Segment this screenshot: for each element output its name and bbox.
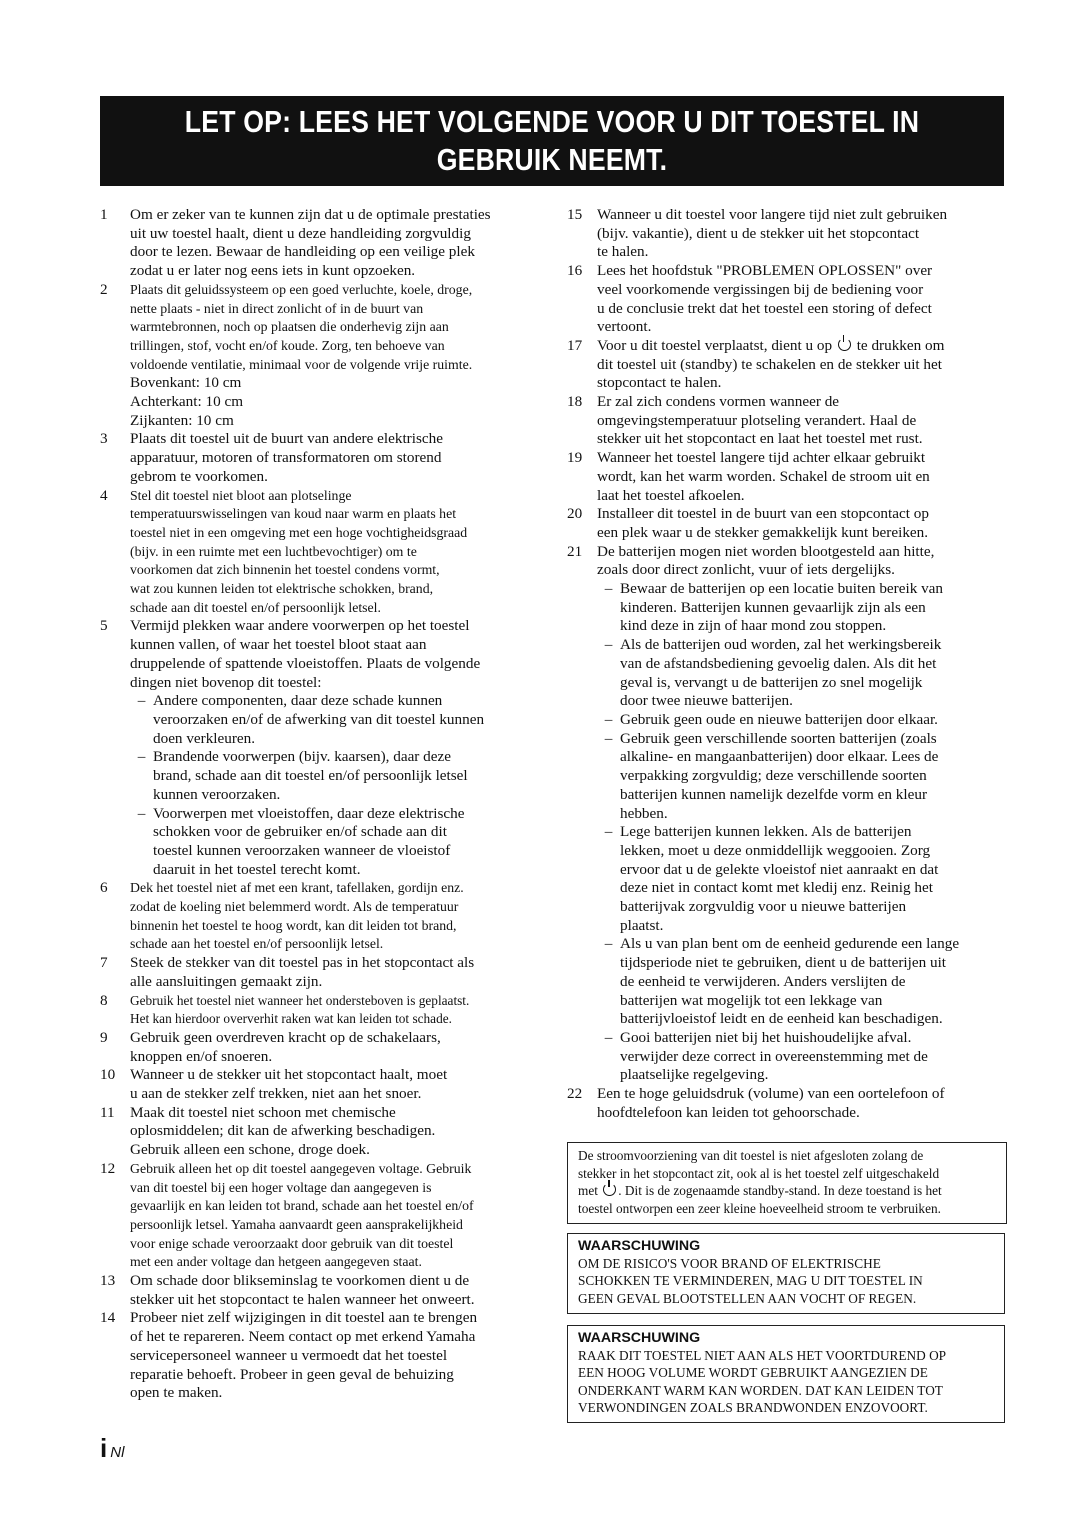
item-text-line: geval is, vervangt u de batterijen zo snel mogelijk: [620, 673, 923, 691]
item-text-line: zodat u er later nog eens iets in kunt opzoeken.: [130, 262, 416, 280]
item-text-line: stopcontact te halen.: [597, 374, 722, 392]
item-text-line: brand, schade aan dit toestel en/of persoonlijk letsel: [153, 767, 468, 785]
item-text-line: Een te hoge geluidsdruk (volume) van een oortelefoon of: [597, 1085, 945, 1103]
item-text-line: De batterijen mogen niet worden blootgesteld aan hitte,: [597, 542, 935, 560]
item-number: 8: [100, 991, 108, 1009]
item-text-line: apparatuur, motoren of transformatoren om storend: [130, 449, 442, 467]
list-item: [100, 1272, 538, 1309]
item-text-line: (bijv. in een ruimte met een luchtbevochtiger) om te: [130, 543, 417, 559]
item-text: [130, 487, 538, 618]
item-text-line: toestel kunnen veroorzaken wanneer de vloeistof: [153, 841, 451, 859]
item-text-line: Gebruik geen oude en nieuwe batterijen door elkaar.: [620, 710, 938, 728]
item-text-line: Wanneer het toestel langere tijd achter elkaar gebruikt: [597, 449, 926, 467]
warning-line: GEEN GEVAL BLOOTSTELLEN AAN VOCHT OF REGEN.: [578, 1290, 917, 1306]
warning-line: ONDERKANT WARM KAN WORDEN. DAT KAN LEIDEN TOT: [578, 1382, 943, 1398]
sub-item-text: [620, 1029, 1005, 1085]
item-text-line: (bijv. vakantie), dient u de stekker uit het stopcontact: [597, 224, 920, 242]
item-text-line: uit uw toestel haalt, dient u deze handleiding zorgvuldig: [130, 224, 471, 242]
item-text-line: hoofdtelefoon kan leiden tot gehoorschade.: [597, 1103, 860, 1121]
item-text: [130, 1066, 538, 1103]
sub-item-text: [620, 636, 1005, 711]
list-item: [100, 430, 538, 486]
item-text-line: Bovenkant: 10 cm: [130, 374, 242, 392]
item-text: [597, 206, 1005, 262]
standby-note-box: [567, 1142, 1007, 1224]
item-number: 6: [100, 879, 108, 897]
page-title-banner: [100, 96, 1004, 186]
warning-line: EEN HOOG VOLUME WORDT GEBRUIKT AANGEZIEN DE: [578, 1365, 928, 1381]
item-number: 13: [100, 1272, 116, 1290]
item-text-line: Andere componenten, daar deze schade kunnen: [153, 692, 443, 710]
item-text-segment: te drukken om: [856, 336, 945, 354]
item-text-line: nette plaats - niet in direct zonlicht of in de buurt van: [130, 300, 424, 316]
item-text-line: Installeer dit toestel in de buurt van een stopcontact op: [597, 505, 929, 523]
sub-item-text: [153, 692, 538, 748]
warning-line: SCHOKKEN TE VERMINDEREN, MAG U DIT TOESTEL IN: [578, 1273, 923, 1289]
list-item: [100, 1029, 538, 1066]
item-text-line: van de afstandsbediening gevoelig dalen. Als dit het: [620, 654, 937, 672]
warning-heading: WAARSCHUWING: [578, 1330, 701, 1346]
item-text-line: verwijder deze correct in overeenstemming met de: [620, 1047, 928, 1065]
item-text-line: binnenin het toestel te hoog wordt, kan dit leiden tot brand,: [130, 917, 457, 933]
item-number: 7: [100, 954, 108, 972]
standby-note-line: [578, 1182, 998, 1200]
list-item: [100, 1160, 538, 1272]
item-text-line: gebrom te voorkomen.: [130, 467, 268, 485]
sub-list-item: [130, 692, 538, 748]
item-text-line: voorkomen dat zich binnenin het toestel condens vormt,: [130, 562, 440, 578]
title-line-1: LET OP: LEES HET VOLGENDE VOOR U DIT TOESTEL IN: [184, 104, 920, 139]
item-number: 12: [100, 1159, 116, 1177]
item-number: 14: [100, 1309, 116, 1327]
item-text-line: dit toestel uit (standby) te schakelen en de stekker uit het: [597, 355, 942, 373]
dash-bullet: –: [604, 710, 613, 728]
warning-line: VERWONDINGEN ZOALS BRANDWONDEN ENZOVOORT.: [578, 1399, 928, 1415]
item-text: [597, 1085, 1005, 1122]
item-text-line: Plaats dit geluidssysteem op een goed verluchte, koele, droge,: [130, 281, 473, 297]
item-text-line: temperatuurswisselingen van koud naar warm en plaats het: [130, 506, 457, 522]
warning-box-moisture: [567, 1233, 1005, 1314]
item-text-line: Gebruik het toestel niet wanneer het ondersteboven is geplaatst.: [130, 992, 470, 1008]
item-text: [130, 1309, 538, 1403]
item-text-line: Om er zeker van te kunnen zijn dat u de optimale prestaties: [130, 206, 491, 223]
standby-note-text: . Dit is de zogenaamde standby-stand. In deze toestand is het: [618, 1183, 942, 1199]
warning-line: RAAK DIT TOESTEL NIET AAN ALS HET VOORTDUREND OP: [578, 1348, 947, 1363]
item-text-line: met een ander voltage dan hetgeen aangegeven staat.: [130, 1254, 422, 1270]
sub-list-item: [597, 935, 1005, 1029]
sub-item-text: [153, 805, 538, 880]
item-text-line: toestel niet in een omgeving met een hoge vochtigheidsgraad: [130, 524, 468, 540]
item-text-line: van dit toestel bij een hoger voltage dan aangegeven is: [130, 1179, 432, 1195]
right-column: [567, 206, 1005, 1122]
item-text-line: schade aan dit toestel en/of persoonlijk letsel.: [130, 599, 381, 615]
item-text-line: batterijvloeistof leidt en de eenheid kan beschadigen.: [620, 1010, 943, 1028]
item-text-line: Het kan hierdoor oververhit raken wat kan leiden tot schade.: [130, 1011, 452, 1027]
left-column: [100, 206, 538, 1403]
item-text: [130, 879, 538, 954]
item-text-line: trillingen, stof, vocht en/of koude. Zorg, ten behoeve van: [130, 337, 445, 353]
item-text: [597, 262, 1005, 337]
list-item: [100, 1309, 538, 1403]
item-text-line: Plaats dit toestel uit de buurt van andere elektrische: [130, 430, 443, 448]
item-text-line: stekker uit het stopcontact en laat het toestel met rust.: [597, 430, 923, 448]
page-footer: [100, 1433, 124, 1464]
item-text-line: daaruit in het toestel terecht komt.: [153, 860, 361, 878]
dash-bullet: –: [137, 804, 146, 822]
item-number: 21: [567, 542, 583, 560]
item-text: [130, 1029, 538, 1066]
sub-list-item: [597, 636, 1005, 711]
item-text-line: druppelende of spattende vloeistoffen. Plaats de volgende: [130, 654, 481, 672]
item-text-line: Gooi batterijen niet bij het huishoudelijke afval.: [620, 1028, 912, 1046]
item-text: [597, 505, 1005, 542]
warning-heading: WAARSCHUWING: [578, 1238, 701, 1254]
item-text-line: warmtebronnen, noch op plaatsen die onderhevig zijn aan: [130, 319, 449, 335]
item-text-line: kinderen. Batterijen kunnen gevaarlijk zijn als een: [620, 598, 926, 616]
item-text-line: Zijkanten: 10 cm: [130, 411, 234, 429]
standby-note-line: toestel ontworpen een zeer kleine hoeveelheid stroom te verbruiken.: [578, 1200, 941, 1216]
item-number: 2: [100, 280, 108, 298]
item-text-line: Om schade door blikseminslag te voorkomen dient u de: [130, 1272, 470, 1290]
list-item: [567, 206, 1005, 262]
power-icon: [838, 338, 851, 351]
item-number: 22: [567, 1085, 583, 1103]
sub-list-item: [597, 1029, 1005, 1085]
item-text-line: Als u van plan bent om de eenheid gedurende een lange: [620, 935, 960, 953]
item-text-line: Wanneer u dit toestel voor langere tijd niet zult gebruiken: [597, 206, 948, 223]
item-text-line: Gebruik alleen een schone, droge doek.: [130, 1141, 370, 1159]
sub-item-text: [620, 711, 1005, 730]
sub-item-text: [620, 823, 1005, 935]
item-number: 3: [100, 430, 108, 448]
item-text: [597, 393, 1005, 449]
item-text-line: Gebruik geen overdreven kracht op de schakelaars,: [130, 1028, 441, 1046]
list-item: [100, 879, 538, 954]
item-text-line: batterijen kunnen namelijk dezelfde vorm en kleur: [620, 785, 928, 803]
item-text-line: deze niet in contact komt met kledij enz. Reinig het: [620, 879, 933, 897]
item-text-line: batterijvak zorgvuldig voor u nieuwe batterijen: [620, 898, 907, 916]
item-text-line: Achterkant: 10 cm: [130, 393, 244, 411]
item-text-line: door twee nieuwe batterijen.: [620, 692, 793, 710]
standby-note-text: met: [578, 1183, 598, 1199]
dash-bullet: –: [604, 935, 613, 953]
item-text-line: tijdsperiode niet te gebruiken, dient u de batterijen uit: [620, 954, 947, 972]
dash-bullet: –: [604, 636, 613, 654]
item-text-line: plaatst.: [620, 916, 664, 934]
item-text-line: Probeer niet zelf wijzigingen in dit toestel aan te brengen: [130, 1309, 478, 1327]
item-number: 20: [567, 505, 583, 523]
item-text: [130, 954, 538, 991]
item-text-line: Voorwerpen met vloeistoffen, daar deze elektrische: [153, 804, 465, 822]
sub-item-text: [620, 935, 1005, 1029]
list-item: [567, 449, 1005, 505]
sub-item-text: [620, 580, 1005, 636]
item-text-line: vertoont.: [597, 318, 652, 336]
list-item: [567, 505, 1005, 542]
item-text-line: veroorzaken en/of de afwerking van dit toestel kunnen: [153, 710, 485, 728]
item-text-line: Lege batterijen kunnen lekken. Als de batterijen: [620, 823, 912, 841]
dash-bullet: –: [604, 823, 613, 841]
standby-note-line: stekker in het stopcontact zit, ook al is het toestel zelf uitgeschakeld: [578, 1165, 940, 1181]
dash-bullet: –: [137, 748, 146, 766]
item-number: 4: [100, 486, 108, 504]
title-line-2: GEBRUIK NEEMT.: [436, 142, 668, 177]
item-text-line: wat zou kunnen leiden tot elektrische schokken, brand,: [130, 581, 434, 597]
item-text: [130, 617, 538, 879]
list-item: [100, 992, 538, 1029]
dash-bullet: –: [604, 1028, 613, 1046]
item-text-line: alkaline- en mangaanbatterijen) door elkaar. Lees de: [620, 748, 939, 766]
item-text-line: schade aan het toestel en/of persoonlijk letsel.: [130, 936, 384, 952]
item-text-line: zodat de koeling niet belemmerd wordt. Als de temperatuur: [130, 899, 459, 915]
item-text: [130, 206, 538, 281]
item-text-line: doen verkleuren.: [153, 729, 256, 747]
sub-list-item: [597, 823, 1005, 935]
item-text-line: oplosmiddelen; dit kan de afwerking beschadigen.: [130, 1122, 436, 1140]
sub-list-item: [597, 730, 1005, 824]
standby-note-line: De stroomvoorziening van dit toestel is niet afgesloten zolang de: [578, 1148, 924, 1163]
list-item: [567, 393, 1005, 449]
item-text-line: schokken voor de gebruiker en/of schade aan dit: [153, 823, 447, 841]
list-item: [567, 262, 1005, 337]
item-text: [130, 992, 538, 1029]
item-text-line: Als de batterijen oud worden, zal het werkingsbereik: [620, 636, 942, 654]
item-text-line: verpakking zorgvuldig; deze verschillende soorten: [620, 767, 927, 785]
item-text-line: batterijen wat mogelijk tot een lekkage van: [620, 991, 883, 1009]
item-text: [597, 337, 1005, 393]
item-text-line: of het te repareren. Neem contact op met erkend Yamaha: [130, 1328, 476, 1346]
item-text-line: Gebruik geen verschillende soorten batterijen (zoals: [620, 729, 937, 747]
item-text-line: door te lezen. Bewaar de handleiding op een veilige plek: [130, 243, 475, 261]
item-text-line: hebben.: [620, 804, 668, 822]
item-number: 19: [567, 449, 583, 467]
item-text-line: ervoor dat u de gelekte vloeistof niet aanraakt en dat: [620, 860, 939, 878]
list-item: [567, 543, 1005, 1085]
dash-bullet: –: [604, 580, 613, 598]
list-item: [100, 281, 538, 431]
item-text-line: Brandende voorwerpen (bijv. kaarsen), daar deze: [153, 748, 451, 766]
item-text-line: dingen niet bovenop dit toestel:: [130, 673, 322, 691]
sub-item-text: [153, 748, 538, 804]
item-text: [130, 430, 538, 486]
list-item: [567, 1085, 1005, 1122]
item-text: [130, 1160, 538, 1272]
list-item: [100, 487, 538, 618]
item-text-line: voldoende ventilatie, minimaal voor de volgende vrije ruimte.: [130, 356, 473, 372]
item-text-line: Maak dit toestel niet schoon met chemische: [130, 1103, 396, 1121]
item-text-line: [597, 337, 1005, 356]
item-text-line: u aan de stekker zelf trekken, niet aan het snoer.: [130, 1085, 422, 1103]
item-text-line: laat het toestel afkoelen.: [597, 486, 745, 504]
item-number: 18: [567, 393, 583, 411]
item-text-line: Stel dit toestel niet bloot aan plotselinge: [130, 487, 352, 503]
sub-list-item: [130, 805, 538, 880]
item-number: 5: [100, 617, 108, 635]
item-text-segment: Voor u dit toestel verplaatst, dient u op: [597, 336, 833, 354]
item-text-line: kunnen veroorzaken.: [153, 785, 281, 803]
item-text-line: knoppen en/of snoeren.: [130, 1047, 273, 1065]
item-text-line: veel voorkomende vergissingen bij de bediening voor: [597, 280, 924, 298]
item-text: [597, 543, 1005, 1085]
item-text-line: Bewaar de batterijen op een locatie buiten bereik van: [620, 580, 944, 598]
item-number: 1: [100, 206, 108, 223]
item-number: 10: [100, 1066, 116, 1084]
item-text-line: Er zal zich condens vormen wanneer de: [597, 393, 840, 411]
item-text-line: Steek de stekker van dit toestel pas in het stopcontact als: [130, 954, 475, 972]
item-text-line: alle aansluitingen gemaakt zijn.: [130, 972, 323, 990]
item-text-line: open te maken.: [130, 1384, 223, 1402]
item-text-line: plaatselijke regelgeving.: [620, 1066, 769, 1084]
item-number: 15: [567, 206, 583, 223]
item-text-line: Lees het hoofdstuk "PROBLEMEN OPLOSSEN" over: [597, 262, 933, 280]
sub-list-item: [130, 748, 538, 804]
list-item: [100, 617, 538, 879]
sub-list-item: [597, 711, 1005, 730]
list-item: [100, 1066, 538, 1103]
page-number: i: [100, 1433, 108, 1463]
item-text-line: Dek het toestel niet af met een krant, tafellaken, gordijn enz.: [130, 880, 464, 896]
item-number: 17: [567, 336, 583, 354]
item-text-line: kind deze in zijn of haar mond zou stoppen.: [620, 617, 887, 635]
item-text-line: voor enige schade veroorzaakt door gebruik van dit toestel: [130, 1235, 454, 1251]
list-item: [100, 954, 538, 991]
dash-bullet: –: [604, 729, 613, 747]
language-code: Nl: [110, 1444, 125, 1461]
item-text-line: Gebruik alleen het op dit toestel aangegeven voltage. Gebruik: [130, 1160, 472, 1176]
item-text-line: een plek waar u de stekker gemakkelijk kunt bereiken.: [597, 523, 929, 541]
item-number: 16: [567, 262, 583, 280]
item-text-line: Wanneer u de stekker uit het stopcontact haalt, moet: [130, 1066, 448, 1084]
item-text-line: reparatie behoeft. Probeer in geen geval de behuizing: [130, 1365, 454, 1383]
item-text-line: wordt, kan het warm worden. Schakel de stroom uit en: [597, 467, 930, 485]
item-text: [130, 1272, 538, 1309]
warning-box-heat: [567, 1325, 1005, 1423]
item-text-line: persoonlijk letsel. Yamaha aanvaardt geen aansprakelijkheid: [130, 1216, 463, 1232]
item-text-line: gevaarlijk en kan leiden tot brand, schade aan het toestel en/of: [130, 1198, 474, 1214]
item-text: [130, 1104, 538, 1160]
item-text-line: de eenheid te verwijderen. Anders verslijten de: [620, 972, 906, 990]
item-text-line: Vermijd plekken waar andere voorwerpen op het toestel: [130, 617, 470, 635]
item-text-line: kunnen vallen, of waar het toestel bloot staat aan: [130, 636, 427, 654]
dash-bullet: –: [137, 692, 146, 710]
item-text-line: omgevingstemperatuur plotseling verandert. Haal de: [597, 411, 917, 429]
item-text-line: stekker uit het stopcontact te halen wanneer het onweert.: [130, 1290, 475, 1308]
item-text: [130, 281, 538, 431]
item-text-line: u de conclusie trekt dat het toestel een storing of defect: [597, 299, 932, 317]
sub-item-text: [620, 730, 1005, 824]
item-text-line: zoals door direct zonlicht, vuur of iets dergelijks.: [597, 561, 895, 579]
item-text: [597, 449, 1005, 505]
list-item: [567, 337, 1005, 393]
item-number: 11: [100, 1103, 115, 1121]
item-number: 9: [100, 1028, 108, 1046]
power-icon: [603, 1183, 616, 1196]
list-item: [100, 206, 538, 281]
warning-line: OM DE RISICO'S VOOR BRAND OF ELEKTRISCHE: [578, 1256, 881, 1271]
item-text-line: lekken, moet u deze onmiddellijk weggooien. Zorg: [620, 841, 931, 859]
list-item: [100, 1104, 538, 1160]
item-text-line: servicepersoneel wanneer u vermoedt dat het toestel: [130, 1346, 448, 1364]
sub-list-item: [597, 580, 1005, 636]
item-text-line: te halen.: [597, 243, 649, 261]
